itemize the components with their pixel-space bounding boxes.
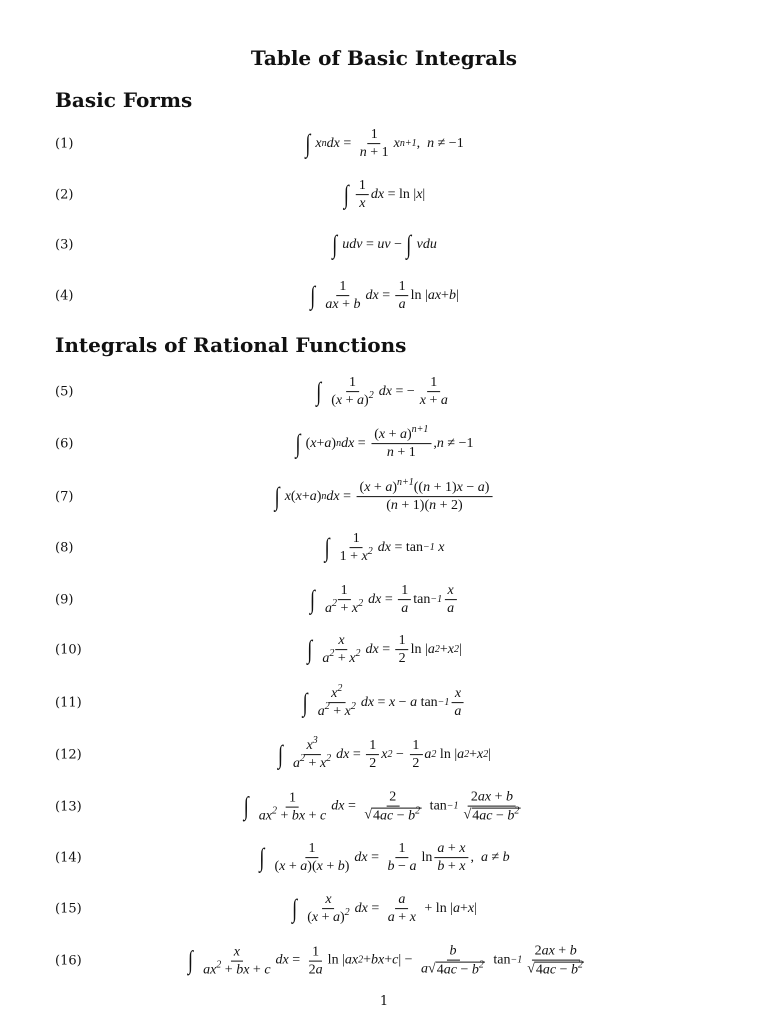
formula-row bbox=[0, 274, 768, 318]
formula: ∫ $\frac{x^3}{a^2 + x^2}$ dx = $\frac{1}{2}$ x 2 − $\frac{1}{2}$ a 2 ln | a 2 + x 2 | bbox=[277, 735, 492, 772]
formula-row bbox=[0, 887, 768, 931]
formula-row bbox=[0, 422, 768, 466]
formula: ∫ $\frac{x}{a^2 + x^2}$ dx = $\frac{1}{2}$ ln | a 2 + x 2 | bbox=[307, 633, 462, 667]
formula-row bbox=[0, 578, 768, 622]
formula-row bbox=[0, 173, 768, 217]
formula: ∫ udv = uv − ∫ vdu bbox=[332, 230, 437, 259]
formula: ∫ $\frac{x}{ax^2 + bx + c}$ dx = $\frac{1}{2a}$ ln | ax 2 + bx + c | − b a √ $4ac - b^2$ tan −1 2ax + b √ $4ac - b^2$ bbox=[188, 943, 584, 978]
formula-row bbox=[0, 681, 768, 725]
formula: ∫ $\frac{1}{(x + a)^2}$ dx = − $\frac{1}{x + a}$ bbox=[316, 375, 448, 409]
formula-number: (5) bbox=[55, 384, 74, 400]
formula-number: (3) bbox=[55, 237, 74, 253]
formula-row bbox=[0, 733, 768, 777]
formula-row bbox=[0, 370, 768, 414]
formula: ∫ $\frac{1}{a^2 + x^2}$ dx = $\frac{1}{a}$ tan −1 $\frac{x}{a}$ bbox=[309, 583, 459, 617]
formula: ∫ $\frac{1}{x}$ dx = ln | x | bbox=[343, 178, 426, 212]
formula: ∫ x n dx = $\frac{1}{n + 1}$ x n+1 , n ≠ −1 bbox=[305, 127, 464, 161]
formula-row bbox=[0, 836, 768, 880]
formula-number: (2) bbox=[55, 187, 74, 203]
formula-row bbox=[0, 628, 768, 672]
formula-number: (12) bbox=[55, 747, 82, 763]
formula-row bbox=[0, 475, 768, 519]
formula-row bbox=[0, 939, 768, 983]
formula-row bbox=[0, 526, 768, 570]
formula-number: (10) bbox=[55, 642, 82, 658]
formula-number: (15) bbox=[55, 901, 82, 917]
formula: ∫ x ( x + a ) n dx = $\frac{(x + a)^{n+1}((n + 1)x - a)}{(n + 1)(n + 2)}$ bbox=[274, 480, 495, 514]
formula: ∫ $\frac{1}{ax^2 + bx + c}$ dx = 2 √ $4ac - b^2$ tan −1 2ax + b √ $4ac - b^2$ bbox=[243, 789, 520, 824]
formula: ∫ ( x + a ) n dx = $\frac{(x + a)^{n+1}}{n + 1}$ , n ≠ −1 bbox=[295, 424, 474, 461]
formula: ∫ $\frac{x^2}{a^2 + x^2}$ dx = x − a tan −1 $\frac{x}{a}$ bbox=[302, 686, 467, 720]
formula-number: (6) bbox=[55, 436, 74, 452]
formula-number: (1) bbox=[55, 136, 74, 152]
page-title: Table of Basic Integrals bbox=[250, 46, 518, 70]
formula-number: (14) bbox=[55, 850, 82, 866]
formula: ∫ $\frac{1}{(x + a)(x + b)}$ dx = $\frac{1}{b - a}$ ln $\frac{a + x}{b + x}$ , a ≠ b bbox=[259, 841, 510, 875]
formula-number: (8) bbox=[55, 540, 74, 556]
formula-number: (11) bbox=[55, 695, 82, 711]
section-heading-rational-functions: Integrals of Rational Functions bbox=[55, 333, 407, 357]
formula-number: (4) bbox=[55, 288, 74, 304]
page-number: 1 bbox=[379, 994, 389, 1009]
formula-number: (16) bbox=[55, 953, 82, 969]
formula-number: (13) bbox=[55, 799, 82, 815]
formula-row bbox=[0, 223, 768, 267]
formula-number: (7) bbox=[55, 489, 74, 505]
formula-row bbox=[0, 122, 768, 166]
formula-row bbox=[0, 785, 768, 829]
formula-number: (9) bbox=[55, 592, 74, 608]
section-heading-basic-forms: Basic Forms bbox=[55, 88, 193, 112]
formula: ∫ $\frac{1}{ax + b}$ dx = $\frac{1}{a}$ ln | ax + b | bbox=[310, 279, 459, 313]
formula: ∫ $\frac{x}{(x + a)^2}$ dx = $\frac{a}{a + x}$ + ln | a + x | bbox=[292, 892, 477, 926]
formula: ∫ $\frac{1}{1 + x^2}$ dx = tan −1 x bbox=[324, 531, 445, 565]
